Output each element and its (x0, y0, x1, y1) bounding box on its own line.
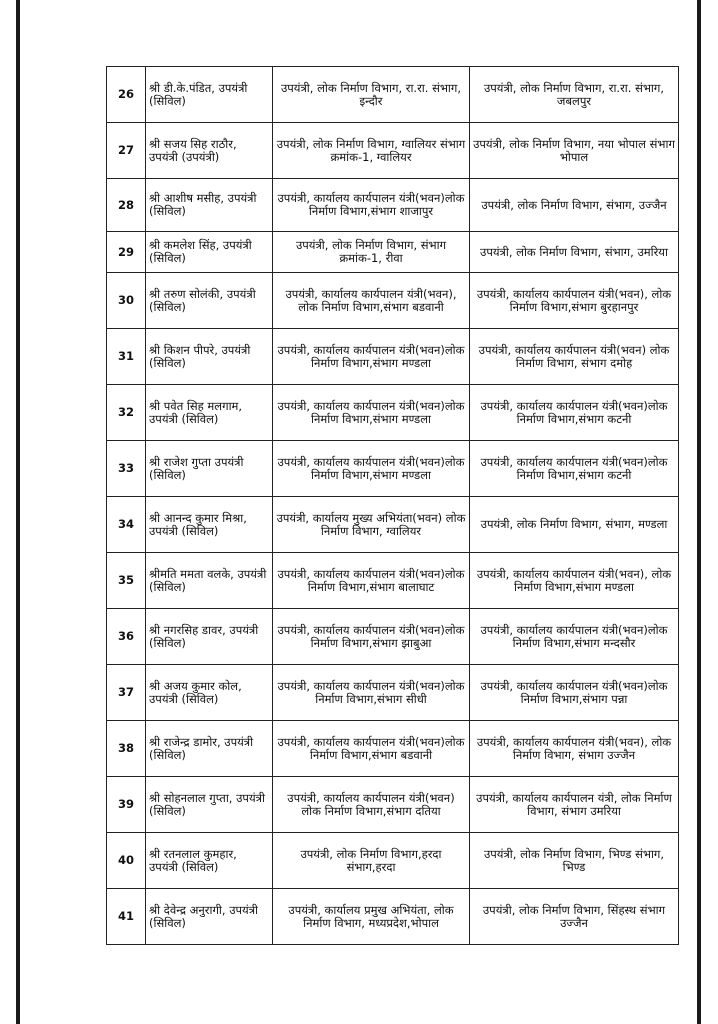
officer-name-cell: श्री रतनलाल कुमहार, उपयंत्री (सिविल) (146, 833, 273, 889)
new-posting-cell: उपयंत्री, लोक निर्माण विभाग, संभाग, उमरिया (470, 232, 679, 273)
table-row (107, 67, 679, 123)
table-row (107, 329, 679, 385)
current-posting-cell: उपयंत्री, कार्यालय कार्यपालन यंत्री(भवन), लोक निर्माण विभाग,संभाग बडवानी (273, 273, 470, 329)
current-posting-cell: उपयंत्री, कार्यालय कार्यपालन यंत्री(भवन)लोक निर्माण विभाग,संभाग बडवानी (273, 721, 470, 777)
table-row (107, 497, 679, 553)
new-posting-cell: उपयंत्री, कार्यालय कार्यपालन यंत्री, लोक निर्माण विभाग, संभाग उमरिया (470, 777, 679, 833)
table-row (107, 777, 679, 833)
table-row (107, 833, 679, 889)
current-posting-cell: उपयंत्री, कार्यालय कार्यपालन यंत्री(भवन)लोक निर्माण विभाग,संभाग सीधी (273, 665, 470, 721)
serial-number-cell: 34 (107, 497, 146, 553)
current-posting-cell: उपयंत्री, लोक निर्माण विभाग,हरदा संभाग,हरदा (273, 833, 470, 889)
serial-number-cell: 26 (107, 67, 146, 123)
page-border-right (697, 0, 701, 1024)
current-posting-cell: उपयंत्री, कार्यालय कार्यपालन यंत्री(भवन) लोक निर्माण विभाग,संभाग दतिया (273, 777, 470, 833)
serial-number-cell: 37 (107, 665, 146, 721)
new-posting-cell: उपयंत्री, कार्यालय कार्यपालन यंत्री(भवन)लोक निर्माण विभाग,संभाग पन्ना (470, 665, 679, 721)
serial-number-cell: 30 (107, 273, 146, 329)
table-row (107, 273, 679, 329)
serial-number-cell: 27 (107, 123, 146, 179)
officer-name-cell: श्री राजेश गुप्ता उपयंत्री (सिविल) (146, 441, 273, 497)
officer-name-cell: श्री आशीष मसीह, उपयंत्री (सिविल) (146, 179, 273, 232)
table-row (107, 553, 679, 609)
serial-number-cell: 38 (107, 721, 146, 777)
officer-name-cell: श्री आनन्द कुमार मिश्रा, उपयंत्री (सिविल) (146, 497, 273, 553)
officer-name-cell: श्री कमलेश सिंह, उपयंत्री (सिविल) (146, 232, 273, 273)
serial-number-cell: 41 (107, 889, 146, 945)
new-posting-cell: उपयंत्री, कार्यालय कार्यपालन यंत्री(भवन)लोक निर्माण विभाग,संभाग मन्दसौर (470, 609, 679, 665)
new-posting-cell: उपयंत्री, लोक निर्माण विभाग, भिण्ड संभाग, भिण्ड (470, 833, 679, 889)
new-posting-cell: उपयंत्री, कार्यालय कार्यपालन यंत्री(भवन) लोक निर्माण विभाग, संभाग दमोह (470, 329, 679, 385)
officer-name-cell: श्री राजेन्द्र डामोर, उपयंत्री (सिविल) (146, 721, 273, 777)
current-posting-cell: उपयंत्री, कार्यालय मुख्य अभियंता(भवन) लोक निर्माण विभाग, ग्वालियर (273, 497, 470, 553)
table-row (107, 123, 679, 179)
new-posting-cell: उपयंत्री, लोक निर्माण विभाग, संभाग, उज्जैन (470, 179, 679, 232)
serial-number-cell: 32 (107, 385, 146, 441)
officer-name-cell: श्रीमति ममता वलके, उपयंत्री (सिविल) (146, 553, 273, 609)
officer-name-cell: श्री डी.के.पंडित, उपयंत्री (सिविल) (146, 67, 273, 123)
serial-number-cell: 40 (107, 833, 146, 889)
current-posting-cell: उपयंत्री, कार्यालय कार्यपालन यंत्री(भवन)लोक निर्माण विभाग,संभाग बालाघाट (273, 553, 470, 609)
table-row (107, 889, 679, 945)
table-row (107, 665, 679, 721)
new-posting-cell: उपयंत्री, लोक निर्माण विभाग, रा.रा. संभाग, जबलपुर (470, 67, 679, 123)
serial-number-cell: 31 (107, 329, 146, 385)
officer-name-cell: श्री अजय कुमार कोल, उपयंत्री (सिविल) (146, 665, 273, 721)
table-row (107, 721, 679, 777)
current-posting-cell: उपयंत्री, कार्यालय कार्यपालन यंत्री(भवन)लोक निर्माण विभाग,संभाग मण्डला (273, 385, 470, 441)
serial-number-cell: 29 (107, 232, 146, 273)
serial-number-cell: 39 (107, 777, 146, 833)
new-posting-cell: उपयंत्री, कार्यालय कार्यपालन यंत्री(भवन), लोक निर्माण विभाग,संभाग बुरहानपुर (470, 273, 679, 329)
new-posting-cell: उपयंत्री, कार्यालय कार्यपालन यंत्री(भवन), लोक निर्माण विभाग,संभाग मण्डला (470, 553, 679, 609)
current-posting-cell: उपयंत्री, कार्यालय कार्यपालन यंत्री(भवन)लोक निर्माण विभाग,संभाग मण्डला (273, 441, 470, 497)
table-row (107, 385, 679, 441)
new-posting-cell: उपयंत्री, लोक निर्माण विभाग, सिंहस्थ संभाग उज्जैन (470, 889, 679, 945)
new-posting-cell: उपयंत्री, कार्यालय कार्यपालन यंत्री(भवन)लोक निर्माण विभाग,संभाग कटनी (470, 441, 679, 497)
transfer-table (106, 66, 679, 945)
transfer-table-body (107, 67, 679, 945)
new-posting-cell: उपयंत्री, लोक निर्माण विभाग, नया भोपाल संभाग भोपाल (470, 123, 679, 179)
new-posting-cell: उपयंत्री, कार्यालय कार्यपालन यंत्री(भवन), लोक निर्माण विभाग, संभाग उज्जैन (470, 721, 679, 777)
table-row (107, 441, 679, 497)
new-posting-cell: उपयंत्री, लोक निर्माण विभाग, संभाग, मण्डला (470, 497, 679, 553)
page-border-left (16, 0, 20, 1024)
officer-name-cell: श्री नगरसिह डावर, उपयंत्री (सिविल) (146, 609, 273, 665)
officer-name-cell: श्री सजय सिह राठौर, उपयंत्री (उपयंत्री) (146, 123, 273, 179)
serial-number-cell: 28 (107, 179, 146, 232)
current-posting-cell: उपयंत्री, लोक निर्माण विभाग, रा.रा. संभाग, इन्दौर (273, 67, 470, 123)
current-posting-cell: उपयंत्री, कार्यालय कार्यपालन यंत्री(भवन)लोक निर्माण विभाग,संभाग मण्डला (273, 329, 470, 385)
current-posting-cell: उपयंत्री, कार्यालय प्रमुख अभियंता, लोक निर्माण विभाग, मध्यप्रदेश,भोपाल (273, 889, 470, 945)
officer-name-cell: श्री पवेत सिह मलगाम, उपयंत्री (सिविल) (146, 385, 273, 441)
serial-number-cell: 33 (107, 441, 146, 497)
serial-number-cell: 35 (107, 553, 146, 609)
current-posting-cell: उपयंत्री, लोक निर्माण विभाग, संभाग क्रमांक-1, रीवा (273, 232, 470, 273)
table-row (107, 232, 679, 273)
officer-name-cell: श्री किशन पीपरे, उपयंत्री (सिविल) (146, 329, 273, 385)
current-posting-cell: उपयंत्री, लोक निर्माण विभाग, ग्वालियर संभाग क्रमांक-1, ग्वालियर (273, 123, 470, 179)
officer-name-cell: श्री सोहनलाल गुप्ता, उपयंत्री (सिविल) (146, 777, 273, 833)
new-posting-cell: उपयंत्री, कार्यालय कार्यपालन यंत्री(भवन)लोक निर्माण विभाग,संभाग कटनी (470, 385, 679, 441)
current-posting-cell: उपयंत्री, कार्यालय कार्यपालन यंत्री(भवन)लोक निर्माण विभाग,संभाग झाबुआ (273, 609, 470, 665)
officer-name-cell: श्री तरुण सोलंकी, उपयंत्री (सिविल) (146, 273, 273, 329)
current-posting-cell: उपयंत्री, कार्यालय कार्यपालन यंत्री(भवन)लोक निर्माण विभाग,संभाग शाजापुर (273, 179, 470, 232)
officer-name-cell: श्री देवेन्द्र अनुरागी, उपयंत्री (सिविल) (146, 889, 273, 945)
serial-number-cell: 36 (107, 609, 146, 665)
table-row (107, 179, 679, 232)
table-row (107, 609, 679, 665)
